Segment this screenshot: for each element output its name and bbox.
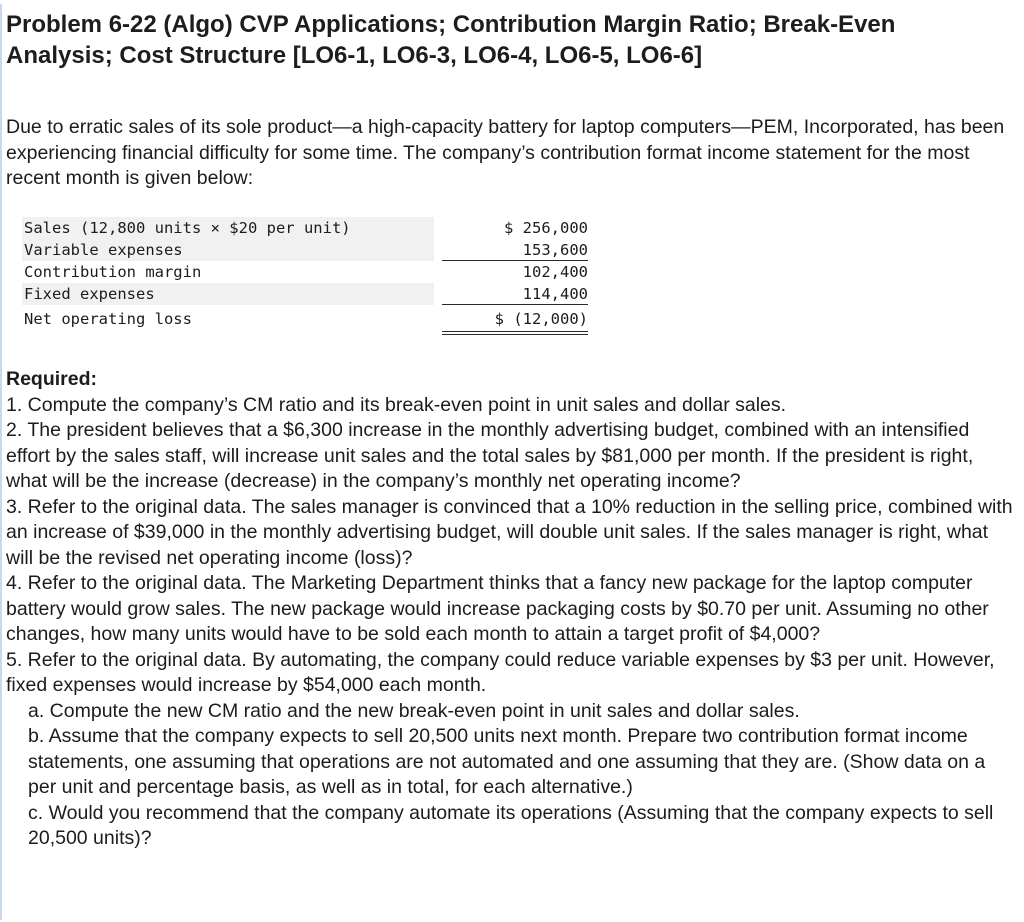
- statement-label: Contribution margin: [24, 263, 202, 281]
- statement-value: $ (12,000): [442, 305, 588, 335]
- required-section: [6, 367, 1016, 852]
- statement-label: Variable expenses: [22, 239, 434, 261]
- required-subitem-c: c. Would you recommend that the company automate its operations (Assuming that the company expects to sell 20,500 units)?: [28, 801, 994, 849]
- income-statement: [22, 217, 592, 333]
- left-accent-bar: [0, 4, 2, 920]
- statement-label: Net operating loss: [24, 310, 192, 328]
- required-item-5: 5. Refer to the original data. By automating, the company could reduce variable expenses by $3 per unit. However, fixed expenses would increase by $54,000 each month.: [6, 648, 995, 696]
- statement-row-fixed-expenses: [22, 283, 592, 305]
- statement-row-contribution-margin: [22, 261, 592, 283]
- required-item-1: 1. Compute the company’s CM ratio and its break-even point in unit sales and dollar sales.: [6, 393, 787, 416]
- statement-value: $ 256,000: [504, 219, 588, 237]
- statement-label: Fixed expenses: [22, 283, 434, 305]
- statement-row-net-operating-loss: [22, 305, 592, 333]
- statement-value: 153,600: [442, 239, 588, 261]
- required-item-4: 4. Refer to the original data. The Marketing Department thinks that a fancy new package for the laptop computer battery would grow sales. The new package would increase packaging costs by $0.70 per unit. Assuming no other changes, how many units would have to be sold each month to attain a target profit of $4,000?: [6, 572, 989, 645]
- problem-intro: Due to erratic sales of its sole product—a high-capacity battery for laptop computers—PEM, Incorporated, has been experiencing financial difficulty for some time. The company’s contribution format income statement for the most recent month is given below:: [6, 116, 1005, 189]
- statement-value: 102,400: [522, 263, 588, 281]
- problem-header: [0, 0, 1024, 72]
- statement-label: Sales (12,800 units × $20 per unit): [22, 217, 434, 239]
- required-subitem-a: a. Compute the new CM ratio and the new break-even point in unit sales and dollar sales.: [28, 699, 800, 722]
- statement-row-sales: [22, 217, 592, 239]
- statement-value: 114,400: [442, 283, 588, 305]
- problem-title: Problem 6-22 (Algo) CVP Applications; Contribution Margin Ratio; Break-Even Analysis; Cost Structure [LO6-1, LO6-3, LO6-4, LO6-5, LO6-6]: [6, 11, 896, 69]
- required-subitem-b: b. Assume that the company expects to sell 20,500 units next month. Prepare two contribution format income statements, one assuming that operations are not automated and one assuming that they are. (Show data on a per unit and percentage basis, as well as in total, for each alternative.): [28, 725, 986, 798]
- required-heading: Required:: [6, 368, 98, 390]
- required-item-2: 2. The president believes that a $6,300 increase in the monthly advertising budget, combined with an intensified effort by the sales staff, will increase unit sales and the total sales by $81,000 per month. If the president is right, what will be the increase (decrease) in the company’s monthly net operating income?: [6, 419, 974, 492]
- statement-row-variable-expenses: [22, 239, 592, 261]
- required-item-3: 3. Refer to the original data. The sales manager is convinced that a 10% reduction in the selling price, combined with an increase of $39,000 in the monthly advertising budget, will double unit sales. If the sales manager is right, what will be the revised net operating income (loss)?: [6, 495, 1013, 569]
